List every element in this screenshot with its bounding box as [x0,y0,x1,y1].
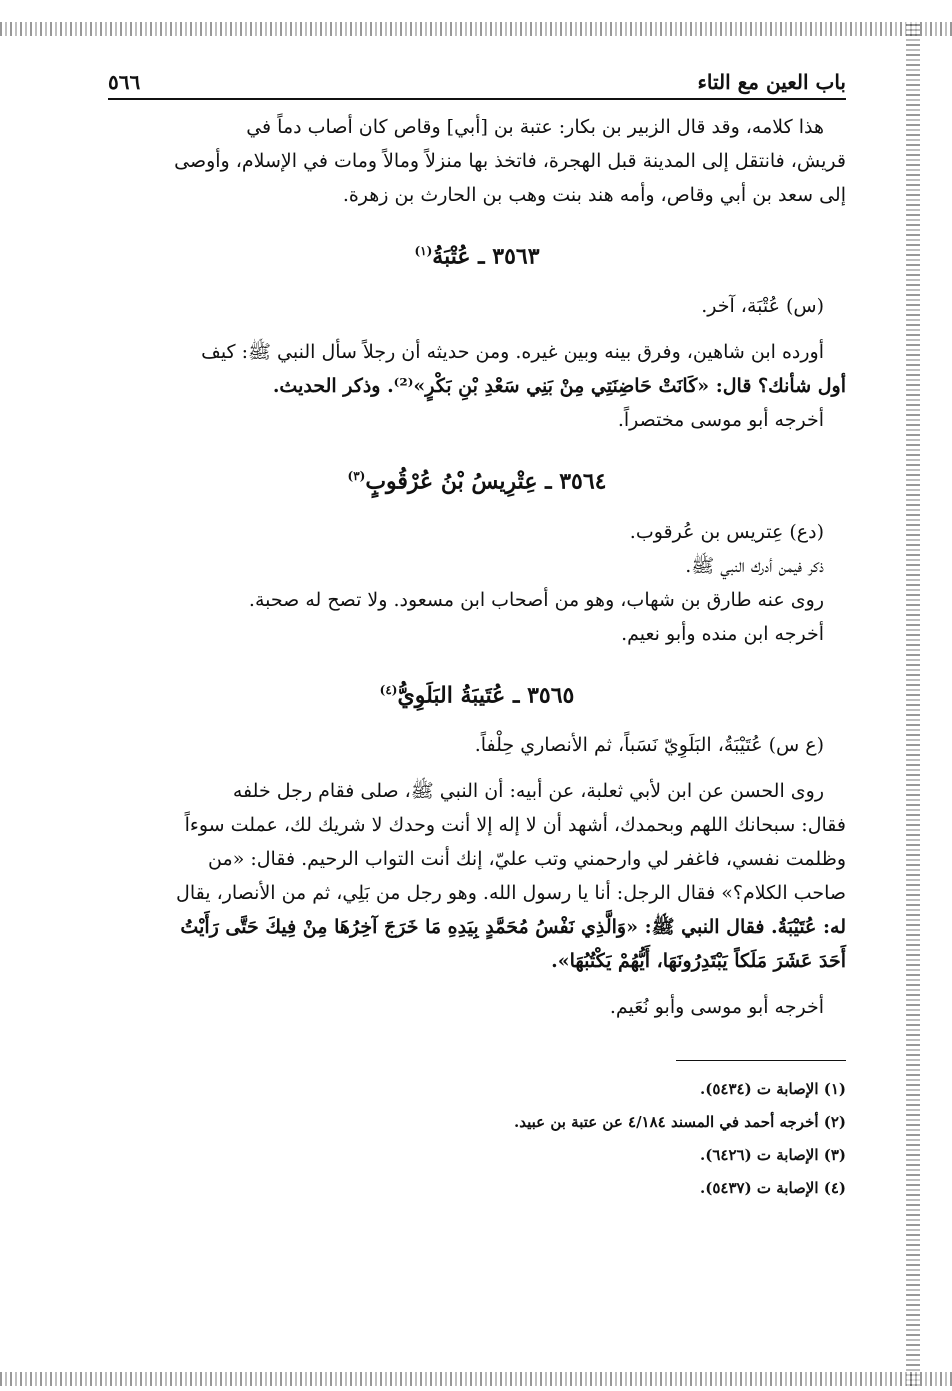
intro-line: قريش، فانتقل إلى المدينة قبل الهجرة، فاتخذ بها منزلاً ومالاً ومات في الإسلام، وأوصى [174,150,846,172]
intro-paragraph [108,110,846,212]
entry-line: أخرجه ابن منده وأبو نعيم. [621,622,824,645]
footnotes [108,1073,846,1205]
entry-title-3563 [108,234,846,273]
intro-line: إلى سعد بن أبي وقاص، وأمه هند بنت وهب بن الحارث بن زهرة. [342,184,846,206]
footnote: (١) الإصابة ت (٥٤٣٤). [700,1079,846,1098]
entry-line: وظلمت نفسي، فاغفر لي وارحمني وتب عليّ، إنك أنت التواب الرحيم. فقال: «من [208,847,846,870]
entry-title-3564 [108,459,846,498]
hadith-line: أول شأنك؟ قال: «كَانَتْ حَاضِنَتِي مِنْ بَنِي سَعْدِ بْنِ بَكْرٍ»⁽²⁾. وذكر الحديث. [272,375,846,398]
entry-title-3565 [108,673,846,712]
footnote-marker: (٤) [379,682,398,697]
hadith-line: له: عُتَيْبَةُ. فقال النبي ﷺ: «وَالَّذِي نَفْسُ مُحَمَّدٍ بِيَدِهِ مَا خَرَجَ آخِرُهَا مِنْ فِيكَ حَتَّى رَأَيْتُ [180,915,846,938]
page-number: ٥٦٦ [108,70,141,94]
entry-line: أخرجه أبو موسى مختصراً. [617,409,824,432]
intro-line: هذا كلامه، وقد قال الزبير بن بكار: عتبة بن [أبي] وقاص كان أصاب دماً في [246,116,824,138]
running-header [108,70,846,100]
entry-line: (ع س) عُتَيْبَةُ، البَلَوِيّ نَسَباً، ثم الأنصاري حِلْفاً. [474,733,824,756]
footnote: (٣) الإصابة ت (٦٤٢٦). [700,1145,846,1164]
entry-line: (دع) عِتريس بن عُرقوب. [629,520,824,543]
entry-line: فقال: سبحانك اللهم وبحمدك، أشهد أن لا إله إلا أنت وحدك لا شريك لك، عملت سوءاً [184,813,846,836]
entry-heading: ٣٥٦٤ ـ عِتْرِيسُ بْنُ عُرْقُوبٍ [365,468,607,495]
entry-line: روى الحسن عن ابن لأبي ثعلبة، عن أبيه: أن النبي ﷺ، صلى فقام رجل خلفه [232,779,824,802]
hadith-line: أَحَدَ عَشَرَ مَلَكاً يَبْتَدِرُونَهَا، أَيُّهُمْ يَكْتُبُهَا». [551,949,846,972]
entry-line: ذكر فيمن أدرك النبي ﷺ. [685,554,824,577]
footnote: (٤) الإصابة ت (٥٤٣٧). [700,1178,846,1197]
chapter-title: باب العين مع التاء [697,70,846,94]
entry-line: (س) عُتْبَة، آخر. [701,295,824,318]
page-body [108,70,846,1205]
footnote-marker: (٣) [347,469,366,484]
footnote-marker: (١) [414,244,433,258]
footnote-divider [676,1060,846,1061]
footnote: (٢) أخرجه أحمد في المسند ٤/١٨٤ عن عتبة بن عبيد. [514,1112,846,1131]
decorative-border-top [0,22,952,36]
entry-line: أورده ابن شاهين، وفرق بينه وبين غيره. ومن حديثه أن رجلاً سأل النبي ﷺ: كيف [201,341,824,364]
entry-heading: ٣٥٦٣ ـ عُتْبَةُ [432,243,540,270]
decorative-border-bottom [0,1372,952,1386]
decorative-border-right [906,22,920,1386]
entry-line: أخرجه أبو موسى وأبو نُعَيم. [609,995,824,1018]
entry-heading: ٣٥٦٥ ـ عُتَيبَةُ البَلَوِيُّ [397,681,575,708]
entry-line: صاحب الكلام؟» فقال الرجل: أنا يا رسول الله. وهو رجل من بَلِي، ثم من الأنصار، يقال [176,881,846,904]
entry-line: روى عنه طارق بن شهاب، وهو من أصحاب ابن مسعود. ولا تصح له صحبة. [248,588,824,611]
